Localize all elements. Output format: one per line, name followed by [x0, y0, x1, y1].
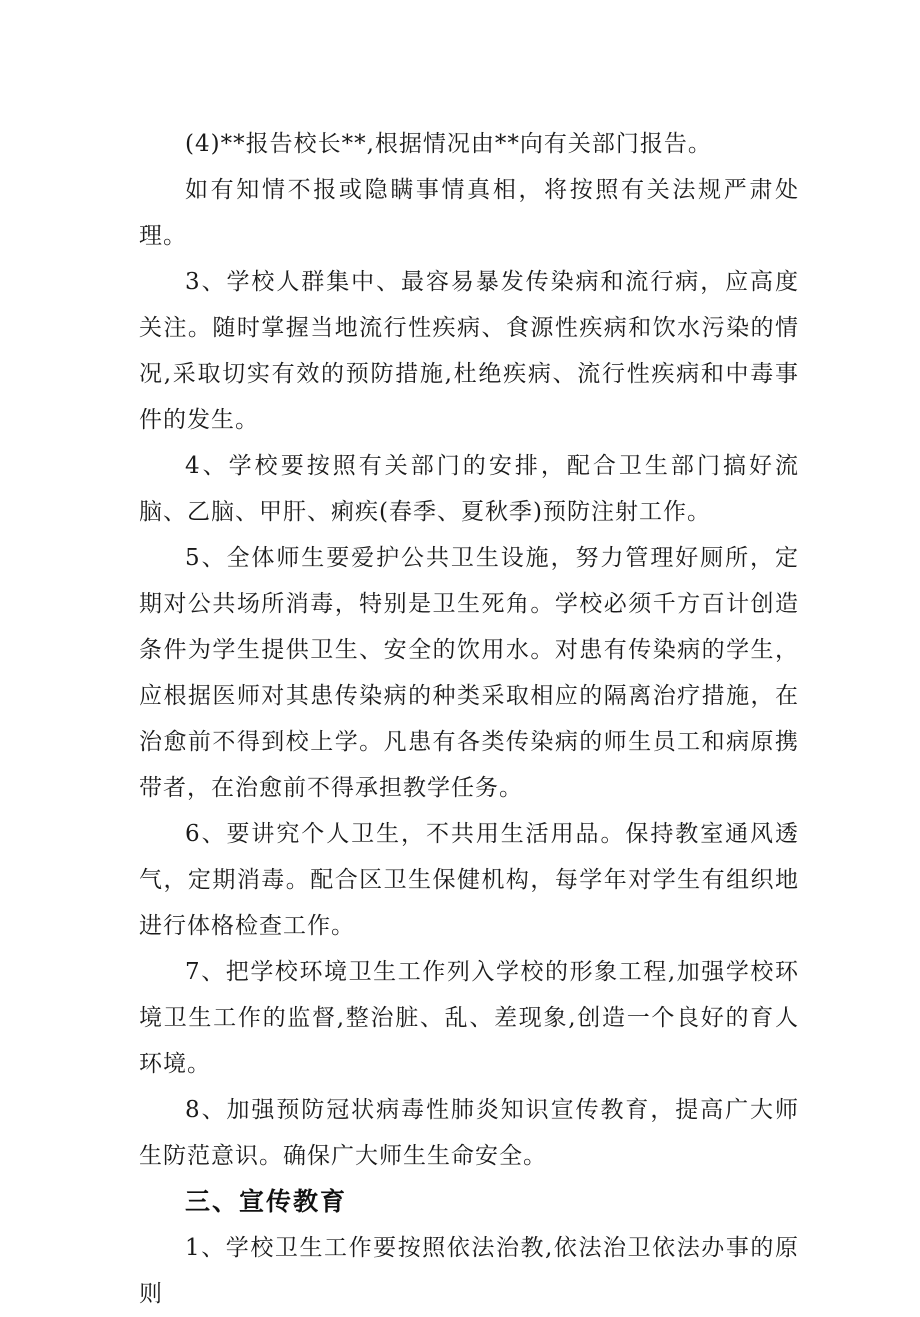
- paragraph-item-6: 6、要讲究个人卫生，不共用生活用品。保持教室通风透气，定期消毒。配合区卫生保健机构，每学年对学生有组织地进行体格检查工作。: [139, 821, 799, 939]
- document-body: [139, 121, 799, 1317]
- paragraph-report-principal: (4)**报告校长**,根据情况由**向有关部门报告。: [185, 131, 712, 157]
- paragraph-section-3-item-1: 1、学校卫生工作要按照依法治教,依法治卫依法办事的原则: [139, 1235, 799, 1307]
- paragraph-item-7: 7、把学校环境卫生工作列入学校的形象工程,加强学校环境卫生工作的监督,整治脏、乱、差现象,创造一个良好的育人环境。: [139, 959, 799, 1077]
- paragraph-item-5: 5、全体师生要爱护公共卫生设施，努力管理好厕所，定期对公共场所消毒，特别是卫生死角。学校必须千方百计创造条件为学生提供卫生、安全的饮用水。对患有传染病的学生，应根据医师对其患传染病的种类采取相应的隔离治疗措施，在治愈前不得到校上学。凡患有各类传染病的师生员工和病原携带者，在治愈前不得承担教学任务。: [139, 545, 799, 801]
- section-heading: 三、宣传教育: [185, 1187, 348, 1216]
- paragraph-item-8: 8、加强预防冠状病毒性肺炎知识宣传教育，提高广大师生防范意识。确保广大师生生命安全。: [139, 1097, 799, 1169]
- paragraph-item-3: 3、学校人群集中、最容易暴发传染病和流行病，应高度关注。随时掌握当地流行性疾病、食源性疾病和饮水污染的情况,采取切实有效的预防措施,杜绝疾病、流行性疾病和中毒事件的发生。: [139, 269, 799, 433]
- paragraph-concealment-penalty: 如有知情不报或隐瞒事情真相，将按照有关法规严肃处理。: [139, 177, 799, 249]
- paragraph-item-4: 4、学校要按照有关部门的安排，配合卫生部门搞好流脑、乙脑、甲肝、痢疾(春季、夏秋季)预防注射工作。: [139, 453, 799, 525]
